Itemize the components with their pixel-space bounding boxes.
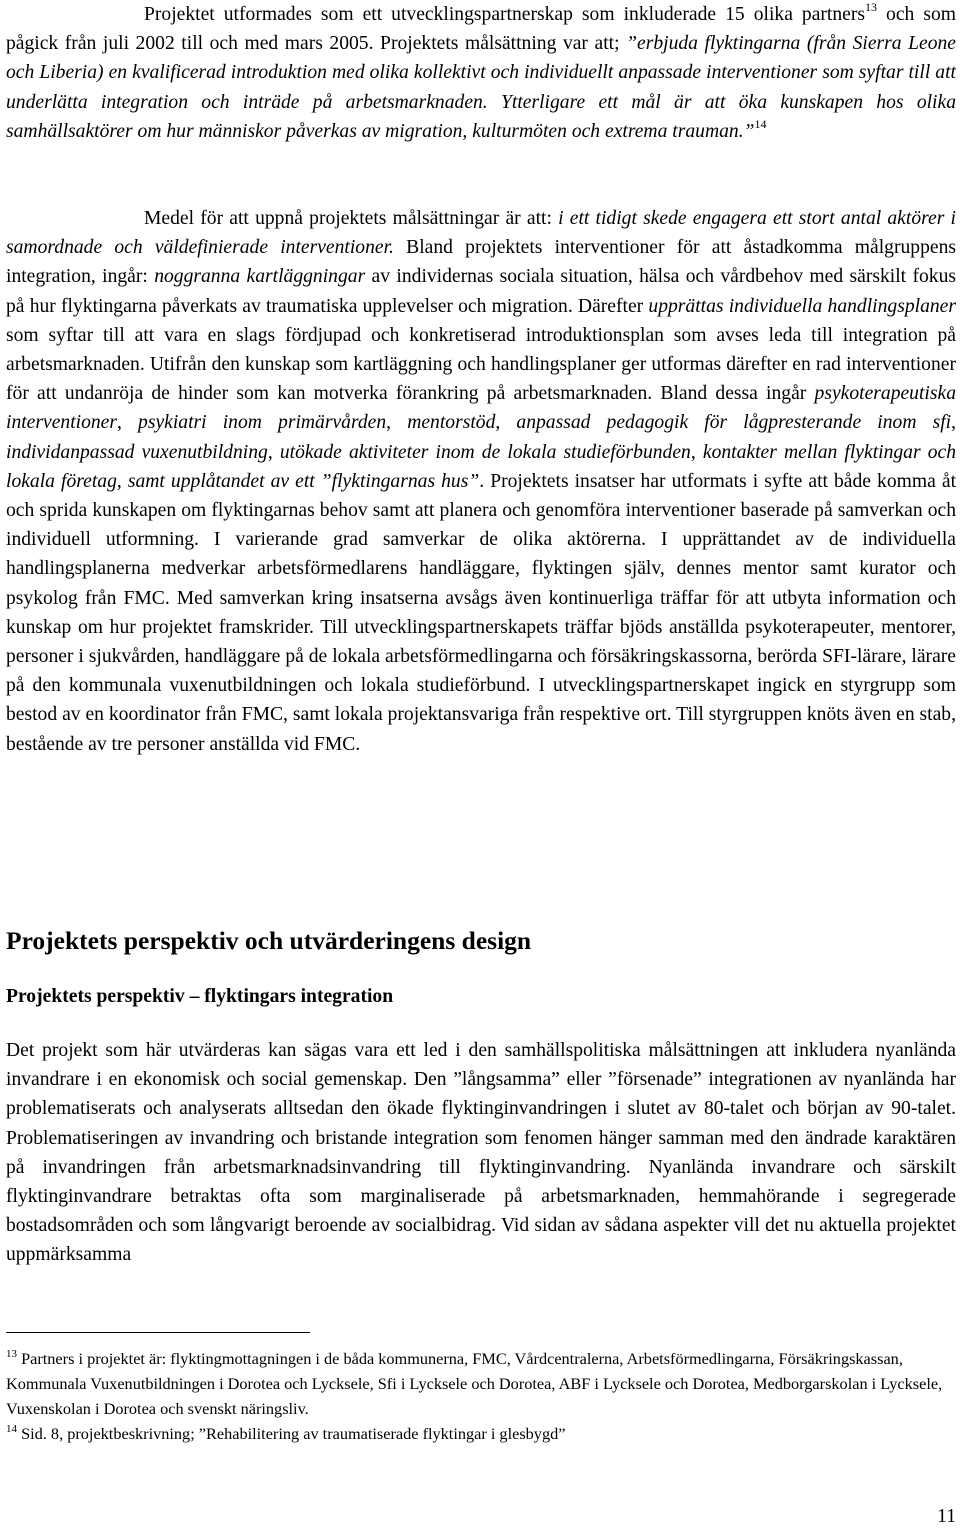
text-span: , — [386, 412, 408, 434]
goal-quote: ”erbjuda flyktingarna (från Sierra Leone och Liberia) en kvalificerad introduktion med olika kollektivt och individuellt anpassade interventioner som syftar till att underlätta integration och inträde på arbetsmarknaden. Ytterligare ett mål är att öka kunskapen hos olika samhällsaktörer om hur människor påverkas av migration, kulturmöten och extrema trauman.” — [6, 33, 957, 142]
italic-span: utökade aktiviteter inom de lokala studieförbunden — [279, 441, 691, 463]
footnote-ref-13[interactable]: 13 — [865, 0, 878, 14]
italic-span: kontakter mellan flyktingar och lokala företag — [6, 441, 957, 492]
footnote-number: 14 — [6, 1423, 17, 1435]
text-span: av individernas sociala situation, hälsa och vårdbehov med särskilt fokus på hur flyktingarna påverkats av traumatiska upplevelser och migration. Därefter — [6, 266, 956, 317]
text-span: , — [690, 441, 703, 463]
text-span: Medel för att uppnå projektets målsättningar är att: — [144, 208, 559, 229]
footnote-text: Partners i projektet är: flyktingmottagningen i de båda kommunerna, FMC, Vårdcentralerna, Arbetsförmedlingarna, Försäkringskassan, Kommunala Vuxenutbildningen i Dorotea och Lycksele, Sfi i Lycksele och Dorotea, ABF i Lycksele och Dorotea, Medborgarskolan i Lycksele, Vuxenskolan i Dorotea och svenskt näringsliv. — [6, 1349, 943, 1418]
footnote-divider — [6, 1332, 310, 1333]
text-span: , — [267, 441, 280, 463]
footnote-14 — [6, 1421, 956, 1446]
footnote-text: Sid. 8, projektbeskrivning; ”Rehabilitering av traumatiserade flyktingar i glesbygd” — [17, 1424, 566, 1443]
italic-span: upprättas individuella handlingsplaner — [648, 295, 956, 317]
italic-span: anpassad pedagogik för lågpresterande inom sfi — [516, 412, 952, 434]
text-span: som syftar till att vara en slags fördjupad och konkretiserad introduktionsplan som avses leda till integration på arbetsmarknaden. Utifrån den kunskap som kartläggning och handlingsplaner ger utformas därefter en rad interventioner för att undanröja de hinder som kan motverka förankring på arbetsmarknaden. Bland dessa ingår — [6, 324, 956, 405]
text-span: Bland projektets interventioner för att åstadkomma målgruppens integration, ingår: — [6, 237, 956, 288]
document-page — [6, 0, 956, 1537]
footnote-number: 13 — [6, 1348, 17, 1360]
italic-span: i ett tidigt skede engagera ett stort antal aktörer i samordnade och väldefinierade interventioner. — [6, 208, 956, 259]
text-span: och som pågick från juli 2002 till och med mars 2005. Projektets målsättning var att; — [6, 4, 956, 55]
page-number: 11 — [937, 1506, 956, 1527]
paragraph-project-goal — [6, 0, 956, 146]
text-span: , — [116, 470, 128, 492]
section-heading: Projektets perspektiv och utvärderingens design — [6, 926, 532, 955]
footnotes — [6, 1346, 956, 1446]
italic-span: samt upplåtandet av ett ”flyktingarnas hus” — [127, 470, 480, 492]
text-span: Projektet utformades som ett utvecklingspartnerskap som inkluderade 15 olika partners — [144, 4, 866, 25]
footnote-13 — [6, 1346, 956, 1421]
italic-span: mentorstöd — [407, 412, 496, 434]
text-span: , — [495, 412, 517, 434]
text-span: , — [117, 412, 139, 434]
paragraph-integration: Det projekt som här utvärderas kan sägas vara ett led i den samhällspolitiska målsättningen att inkludera nyanlända invandrare i en ekonomisk och social gemenskap. Den ”långsamma” eller ”försenade” integrationen av nyanlända har problematiserats och analyserats alltsedan den ökade flyktinginvandringen i slutet av 80-talet och början av 90-talet. Problematiseringen av invandring och bristande integration som fenomen hänger samman med den ändrade karaktären på invandringen från arbetsmarknadsinvandring till flyktinginvandring. Nyanlända invandrare och särskilt flyktinginvandrare betraktas ofta som marginaliserade på arbetsmarknaden, hemmahörande i segregerade bostadsområden och som långvarigt beroende av socialbidrag. Vid sidan av sådana aspekter vill det nu aktuella projektet uppmärksamma — [6, 1040, 956, 1266]
subsection-heading: Projektets perspektiv – flyktingars integration — [6, 986, 394, 1007]
text-span: . Projektets insatser har utformats i syfte att både komma åt och sprida kunskapen om flyktingarnas behov samt att planera och genomföra interventioner baserade på samverkan och individuell utformning. I varierande grad samverkar de olika aktörerna. I upprättandet av de individuella handlingsplanerna medverkar arbetsförmedlarens handläggare, flyktingen själv, dennes mentor samt kurator och psykolog från FMC. Med samverkan kring insatserna avsågs även kontinuerliga träffar för att utbyta information och kunskap om hur projektet framskrider. Till utvecklingspartnerskapets träffar bjöds anställda psykoterapeuter, mentorer, personer i sjukvården, handläggare på de lokala arbetsförmedlingarna och försäkringskassorna, berörda SFI-lärare, lärare på den kommunala vuxenutbildningen och lokala studieförbund. I utvecklingspartnerskapet ingick en styrgrupp som bestod av en koordinator från FMC, samt lokala projektansvariga från respektive ort. Till styrgruppen knöts även en stab, bestående av tre personer anställda vid FMC. — [6, 470, 957, 755]
footnote-ref-14[interactable]: 14 — [754, 116, 767, 131]
text-span: , — [951, 412, 957, 434]
italic-span: psykoterapeutiska interventioner — [6, 383, 956, 434]
italic-span: individanpassad vuxenutbildning — [6, 441, 268, 463]
paragraph-means — [6, 204, 956, 759]
italic-span: psykiatri inom primärvården — [138, 412, 387, 434]
italic-span: noggranna kartläggningar — [154, 266, 366, 288]
